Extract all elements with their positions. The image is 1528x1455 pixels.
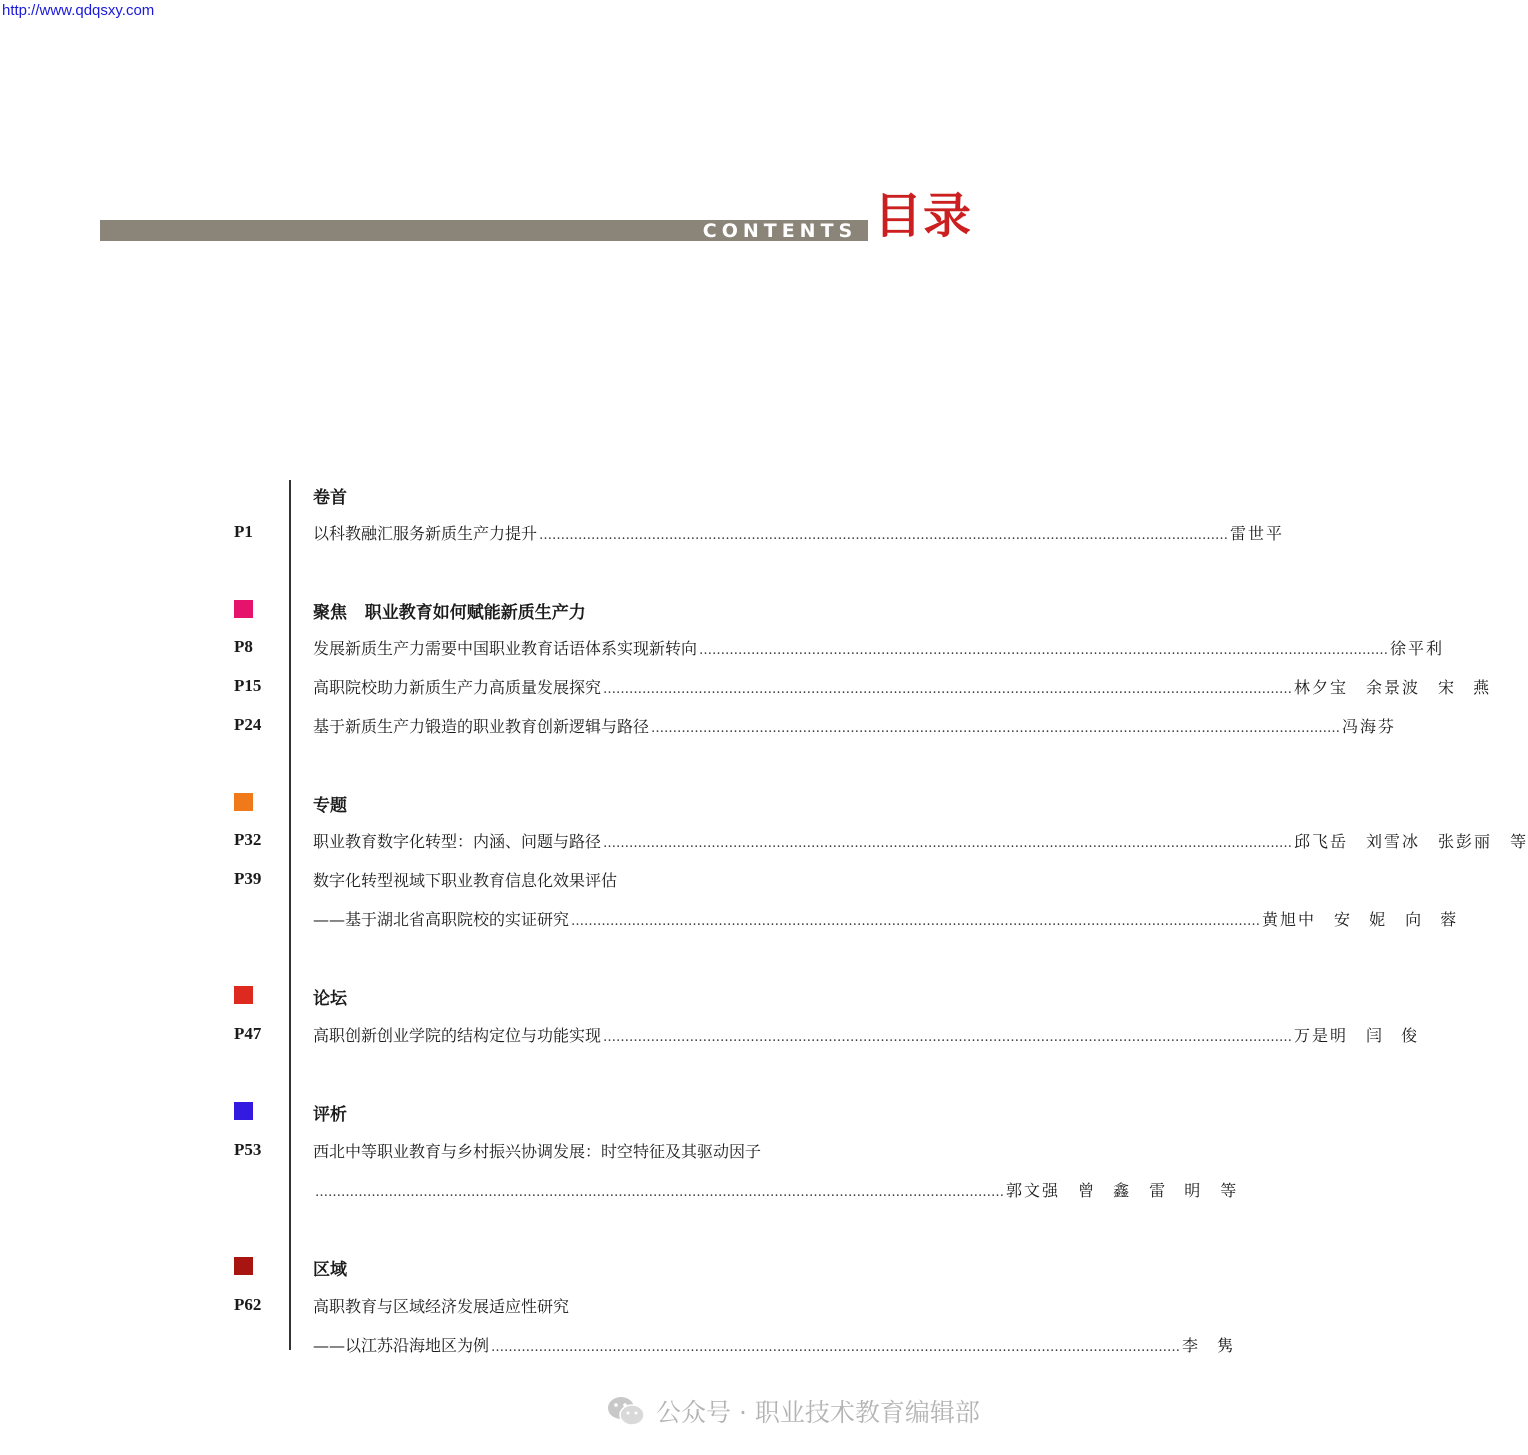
author-name: 郭文强 [1006, 1181, 1061, 1200]
page-number: P62 [234, 1295, 262, 1314]
section-color-marker [234, 986, 253, 1004]
entry-title[interactable]: 数字化转型视域下职业教育信息化效果评估 [313, 871, 618, 890]
entry-title: 发展新质生产力需要中国职业教育话语体系实现新转向 [313, 639, 698, 658]
page-number: P53 [234, 1140, 262, 1159]
page-number: P39 [234, 869, 262, 888]
entry-authors [1294, 675, 1491, 698]
entry-subtitle: ——以江苏沿海地区为例 [313, 1336, 490, 1355]
toc-entry[interactable] [313, 1023, 1420, 1046]
dot-leader: …………………………………………………………………………………………………………………………………………… [539, 528, 1229, 543]
author-name: 刘雪冰 [1366, 832, 1421, 851]
author-name: 雷世平 [1230, 524, 1285, 543]
entry-authors [1230, 521, 1284, 544]
author-name: 徐平利 [1390, 639, 1445, 658]
section-title-jujiao: 聚焦 职业教育如何赋能新质生产力 [313, 603, 586, 623]
entry-title: 基于新质生产力锻造的职业教育创新逻辑与路径 [313, 717, 650, 736]
toc-entry[interactable] [313, 675, 1492, 698]
entry-title: 高职创新创业学院的结构定位与功能实现 [313, 1026, 602, 1045]
page-number: P8 [234, 637, 253, 656]
toc-entry-subtitle[interactable] [313, 1333, 1236, 1356]
page-number: P47 [234, 1024, 262, 1043]
toc-divider-line [289, 480, 291, 1350]
dot-leader: …………………………………………………………………………………………………………………………………………… [571, 914, 1261, 929]
dot-leader: …………………………………………………………………………………………………………………………………………… [603, 1030, 1293, 1045]
section-title-juanshou: 卷首 [313, 488, 347, 508]
section-title-zhuanti: 专题 [313, 796, 347, 816]
entry-title: 以科教融汇服务新质生产力提升 [313, 524, 538, 543]
author-name: 等 [1510, 832, 1528, 851]
author-name: 向 蓉 [1405, 910, 1459, 929]
wechat-watermark [606, 1393, 980, 1429]
source-url[interactable]: http://www.qdqsxy.com [2, 2, 155, 19]
page-number: P32 [234, 830, 262, 849]
entry-authors [1294, 829, 1528, 852]
entry-subtitle: ——基于湖北省高职院校的实证研究 [313, 910, 570, 929]
author-name: 等 [1220, 1181, 1239, 1200]
entry-title: 高职院校助力新质生产力高质量发展探究 [313, 678, 602, 697]
entry-authors [1182, 1333, 1235, 1356]
section-title-luntan: 论坛 [313, 989, 347, 1009]
dot-leader: …………………………………………………………………………………………………………………………………………… [651, 721, 1341, 736]
section-color-marker [234, 600, 253, 618]
toc-entry[interactable] [313, 714, 1397, 737]
dot-leader: …………………………………………………………………………………………………………………………………………… [603, 682, 1293, 697]
dot-leader: …………………………………………………………………………………………………………………………………………… [603, 836, 1293, 851]
section-color-marker [234, 793, 253, 811]
entry-authors [1390, 636, 1444, 659]
author-name: 闫 俊 [1366, 1026, 1420, 1045]
entry-authors [1262, 907, 1458, 930]
author-name: 李 隽 [1182, 1336, 1236, 1355]
author-name: 余景波 [1366, 678, 1421, 697]
author-name: 曾 鑫 [1078, 1181, 1132, 1200]
dot-leader: …………………………………………………………………………………………………………………………………………… [315, 1185, 1004, 1200]
author-name: 林夕宝 [1294, 678, 1349, 697]
author-name: 冯海芬 [1342, 717, 1397, 736]
author-name: 雷 明 [1149, 1181, 1203, 1200]
page-number: P1 [234, 522, 253, 541]
author-name: 邱飞岳 [1294, 832, 1349, 851]
entry-authors [1342, 714, 1396, 737]
entry-title: 职业教育数字化转型：内涵、问题与路径 [313, 832, 602, 851]
toc-entry[interactable] [313, 521, 1285, 544]
contents-word: CONTENTS [702, 220, 858, 242]
toc-entry[interactable] [313, 829, 1528, 852]
section-color-marker [234, 1102, 253, 1120]
dot-leader: …………………………………………………………………………………………………………………………………………… [699, 643, 1389, 658]
author-name: 安 妮 [1334, 910, 1388, 929]
wechat-icon [606, 1394, 646, 1428]
section-color-marker [234, 1257, 253, 1275]
entry-authors [1006, 1178, 1238, 1201]
author-name: 宋 燕 [1438, 678, 1492, 697]
toc-entry[interactable] [313, 636, 1445, 659]
dot-leader: …………………………………………………………………………………………………………………………………………… [491, 1340, 1181, 1355]
author-name: 张彭丽 [1438, 832, 1493, 851]
entry-title[interactable]: 高职教育与区域经济发展适应性研究 [313, 1297, 570, 1316]
section-title-quyu: 区域 [313, 1260, 347, 1280]
page-number: P24 [234, 715, 262, 734]
section-title-pingxi: 评析 [313, 1105, 347, 1125]
entry-title[interactable]: 西北中等职业教育与乡村振兴协调发展：时空特征及其驱动因子 [313, 1142, 762, 1161]
toc-entry-subtitle[interactable] [313, 1178, 1239, 1201]
entry-authors [1294, 1023, 1419, 1046]
author-name: 黄旭中 [1262, 910, 1317, 929]
watermark-text: 公众号 · 职业技术教育编辑部 [656, 1398, 980, 1427]
page-title: 目录 [874, 188, 973, 244]
author-name: 万是明 [1294, 1026, 1349, 1045]
page-number: P15 [234, 676, 262, 695]
toc-entry-subtitle[interactable] [313, 907, 1459, 930]
